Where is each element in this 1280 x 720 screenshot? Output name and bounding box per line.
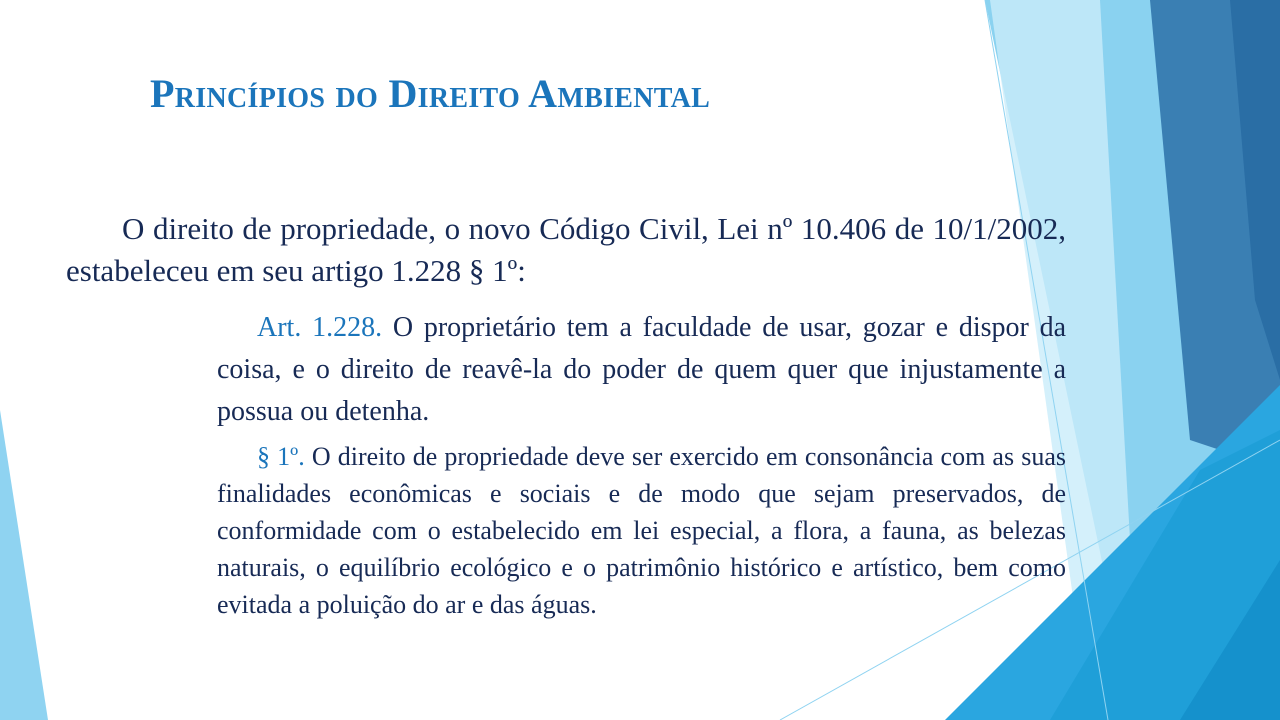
paragraph-text: O direito de propriedade deve ser exercido em consonância com as suas finalidades econômicas e sociais e de modo que sejam preservados, de conformidade com o estabelecido em lei especial, a flora, a fauna, as belezas naturais, o equilíbrio ecológico e o patrimônio histórico e artístico, bem como evitada a poluição do ar e das águas.	[217, 442, 1066, 619]
article-text: O proprietário tem a faculdade de usar, gozar e dispor da coisa, e o direito de reavê-la do poder de quem quer que injustamente a possua ou detenha.	[217, 312, 1067, 427]
left-facet-shape	[0, 410, 48, 720]
paragraph-quote	[217, 438, 1066, 623]
article-reference: Art. 1.228.	[257, 312, 383, 343]
slide-title: Princípios do Direito Ambiental	[150, 71, 711, 116]
article-quote	[217, 307, 1066, 433]
intro-paragraph: O direito de propriedade, o novo Código Civil, Lei nº 10.406 de 10/1/2002, estabeleceu em seu artigo 1.228 § 1º:	[66, 211, 1066, 288]
paragraph-reference: § 1º.	[257, 442, 305, 471]
